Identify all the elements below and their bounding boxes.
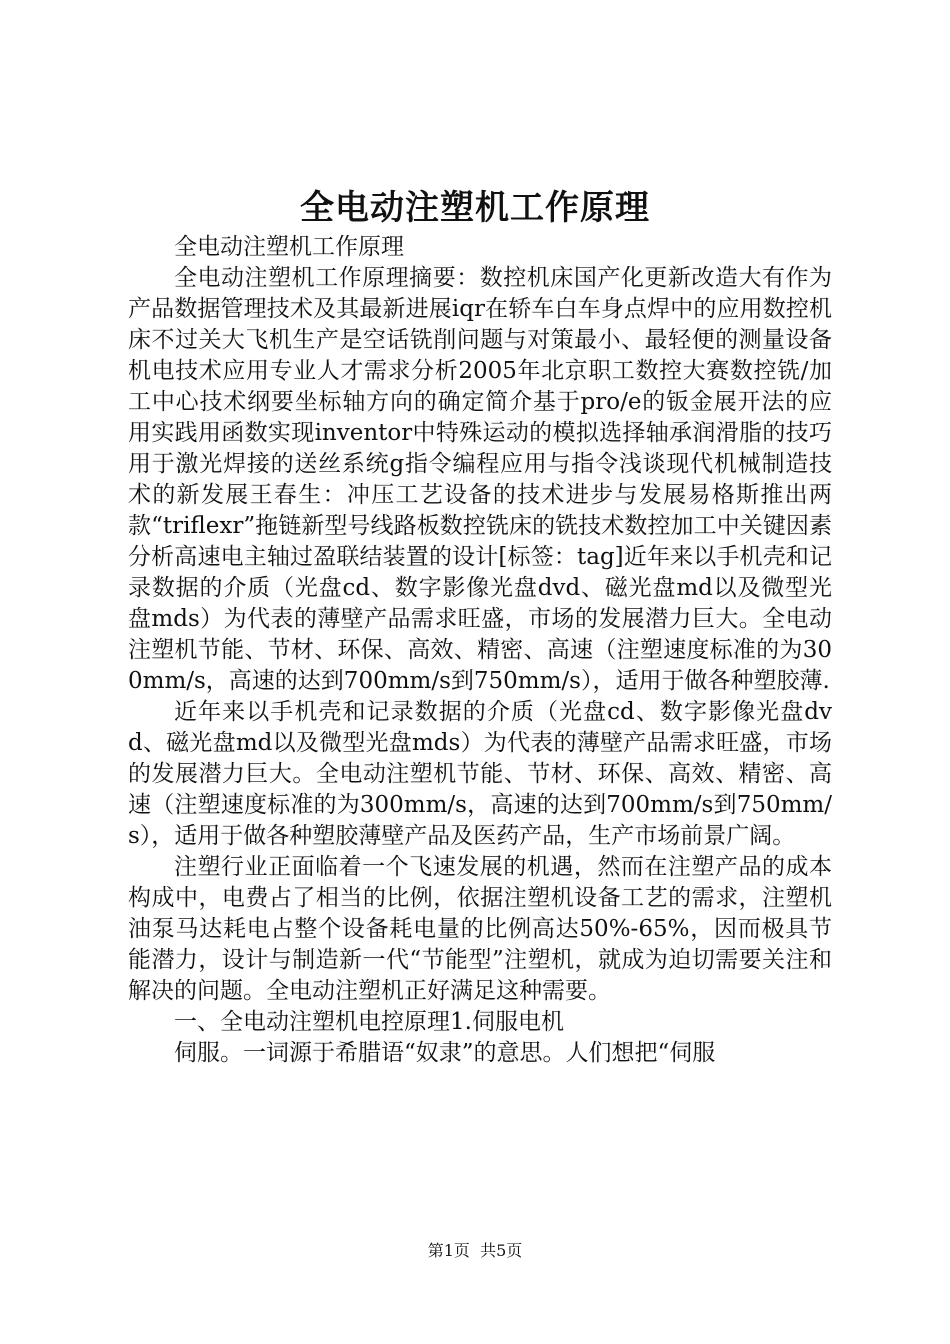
- document-body: [128, 232, 832, 1069]
- footer-separator: [470, 1241, 480, 1260]
- paragraph-servo: 伺服。一词源于希腊语“奴隶”的意思。人们想把“伺服: [174, 1040, 716, 1066]
- document-title: 全电动注塑机工作原理: [300, 188, 650, 228]
- page-number: 第1页: [427, 1241, 470, 1260]
- section-heading: 一、全电动注塑机电控原理1.伺服电机: [174, 1009, 564, 1035]
- paragraph-heading: 全电动注塑机工作原理: [174, 234, 404, 260]
- paragraph-abstract: 全电动注塑机工作原理摘要：数控机床国产化更新改造大有作为产品数据管理技术及其最新进展iqr在轿车白车身点焊中的应用数控机床不过关大飞机生产是空话铣削问题与对策最小、最轻便的测量设备机电技术应用专业人才需求分析2005年北京职工数控大赛数控铣/加工中心技术纲要坐标轴方向的确定简介基于pro/e的钣金展开法的应用实践用函数实现inventor中特殊运动的模拟选择轴承润滑脂的技巧用于激光焊接的送丝系统g指令编程应用与指令浅谈现代机械制造技术的新发展王春生：冲压工艺设备的技术进步与发展易格斯推出两款“triflexr”拖链新型号线路板数控铣床的铣技术数控加工中关键因素分析高速电主轴过盈联结装置的设计[标签：tag]近年来以手机壳和记录数据的介质（光盘cd、数字影像光盘dvd、磁光盘md以及微型光盘mds）为代表的薄壁产品需求旺盛，市场的发展潜力巨大。全电动注塑机节能、节材、环保、高效、精密、高速（注塑速度标准的为300mm/s，高速的达到700mm/s到750mm/s），适用于做各种塑胶薄.: [128, 265, 832, 694]
- page-footer: [0, 1240, 950, 1262]
- page-total: 共5页: [480, 1241, 523, 1260]
- paragraph-market: 近年来以手机壳和记录数据的介质（光盘cd、数字影像光盘dvd、磁光盘md以及微型光盘mds）为代表的薄壁产品需求旺盛，市场的发展潜力巨大。全电动注塑机节能、节材、环保、高效、精密、高速（注塑速度标准的为300mm/s，高速的达到700mm/s到750mm/s），适用于做各种塑胶薄壁产品及医药产品，生产市场前景广阔。: [128, 699, 832, 849]
- paragraph-energy: 注塑行业正面临着一个飞速发展的机遇，然而在注塑产品的成本构成中，电费占了相当的比例，依据注塑机设备工艺的需求，注塑机油泵马达耗电占整个设备耗电量的比例高达50%-65%，因而极具节能潜力，设计与制造新一代“节能型”注塑机，就成为迫切需要关注和解决的问题。全电动注塑机正好满足这种需要。: [128, 854, 832, 1004]
